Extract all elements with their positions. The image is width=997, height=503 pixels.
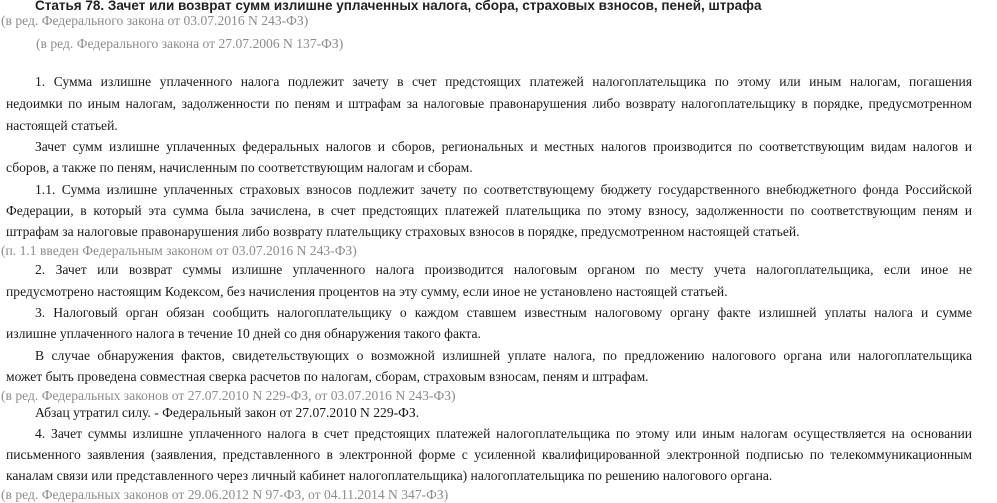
paragraph-line: 2. Зачет или возврат суммы излишне уплаченного налога производится налоговым органом по месту учета налогоплательщика, если иное не (35, 262, 972, 277)
paragraph-line: каналам связи или представленного через личный кабинет налогоплательщика) налогоплательщика по решению налогового органа. (6, 468, 773, 483)
paragraph-line: излишне уплаченного налога в течение 10 дней со дня обнаружения такого факта. (6, 326, 481, 341)
paragraph-line: 1. Сумма излишне уплаченного налога подлежит зачету в счет предстоящих платежей налогоплательщика по этому или иным налогам, погашения (35, 74, 972, 89)
paragraph-line: Федерации, в который эта сумма была зачислена, в счет предстоящих платежей плательщика по этому взносу, задолженности по соответствующим пеням и (6, 203, 972, 218)
amendment-note: (в ред. Федеральных законов от 29.06.2012 N 97-ФЗ, от 04.11.2014 N 347-ФЗ) (1, 487, 449, 502)
paragraph-line: штрафам за налоговые правонарушения либо возврату плательщику страховых взносов в порядке, предусмотренном настоящей статьей. (6, 224, 800, 239)
paragraph-line: Абзац утратил силу. - Федеральный закон от 27.07.2010 N 229-ФЗ. (35, 405, 420, 420)
paragraph-line: 3. Налоговый орган обязан сообщить налогоплательщику о каждом ставшем известным налоговому органу факте излишней уплаты налога и сумме (35, 305, 972, 320)
amendment-note: (в ред. Федеральных законов от 27.07.2010 N 229-ФЗ, от 03.07.2016 N 243-ФЗ) (1, 388, 456, 403)
article-title: Статья 78. Зачет или возврат сумм излишне уплаченных налога, сбора, страховых взносов, пеней, штрафа (35, 0, 762, 13)
paragraph-line: сборов, а также по пеням, начисленным по соответствующим налогам и сборам. (6, 160, 473, 175)
paragraph-line: 1.1. Сумма излишне уплаченных страховых взносов подлежит зачету по соответствующему бюджету государственного внебюджетного фонда Российской (35, 182, 972, 197)
paragraph-line: предусмотрено настоящим Кодексом, без начисления процентов на эту сумму, если иное не установлено настоящей статьей. (6, 284, 728, 299)
paragraph-line: настоящей статьей. (6, 118, 118, 133)
amendment-note: (в ред. Федерального закона от 03.07.2016 N 243-ФЗ) (1, 13, 309, 28)
amendment-note: (в ред. Федерального закона от 27.07.2006 N 137-ФЗ) (36, 36, 344, 51)
paragraph-line: недоимки по иным налогам, задолженности по пеням и штрафам за налоговые правонарушения либо возврату налогоплательщику в порядке, предусмотренном (6, 96, 972, 111)
amendment-note: (п. 1.1 введен Федеральным законом от 03.07.2016 N 243-ФЗ) (1, 243, 357, 258)
paragraph-line: Зачет сумм излишне уплаченных федеральных налогов и сборов, региональных и местных налогов производится по соответствующим видам налогов и (35, 139, 972, 154)
paragraph-line: В случае обнаружения фактов, свидетельствующих о возможной излишней уплате налога, по предложению налогового органа или налогоплательщика (35, 348, 972, 363)
paragraph-line: письменного заявления (заявления, представленного в электронной форме с усиленной квалифицированной электронной подписью по телекоммуникационным (6, 447, 972, 462)
paragraph-line: может быть проведена совместная сверка расчетов по налогам, сборам, страховым взносам, пеням и штрафам. (6, 369, 649, 384)
paragraph-line: 4. Зачет суммы излишне уплаченного налога в счет предстоящих платежей налогоплательщика по этому или иным налогам осуществляется на основании (35, 426, 972, 441)
